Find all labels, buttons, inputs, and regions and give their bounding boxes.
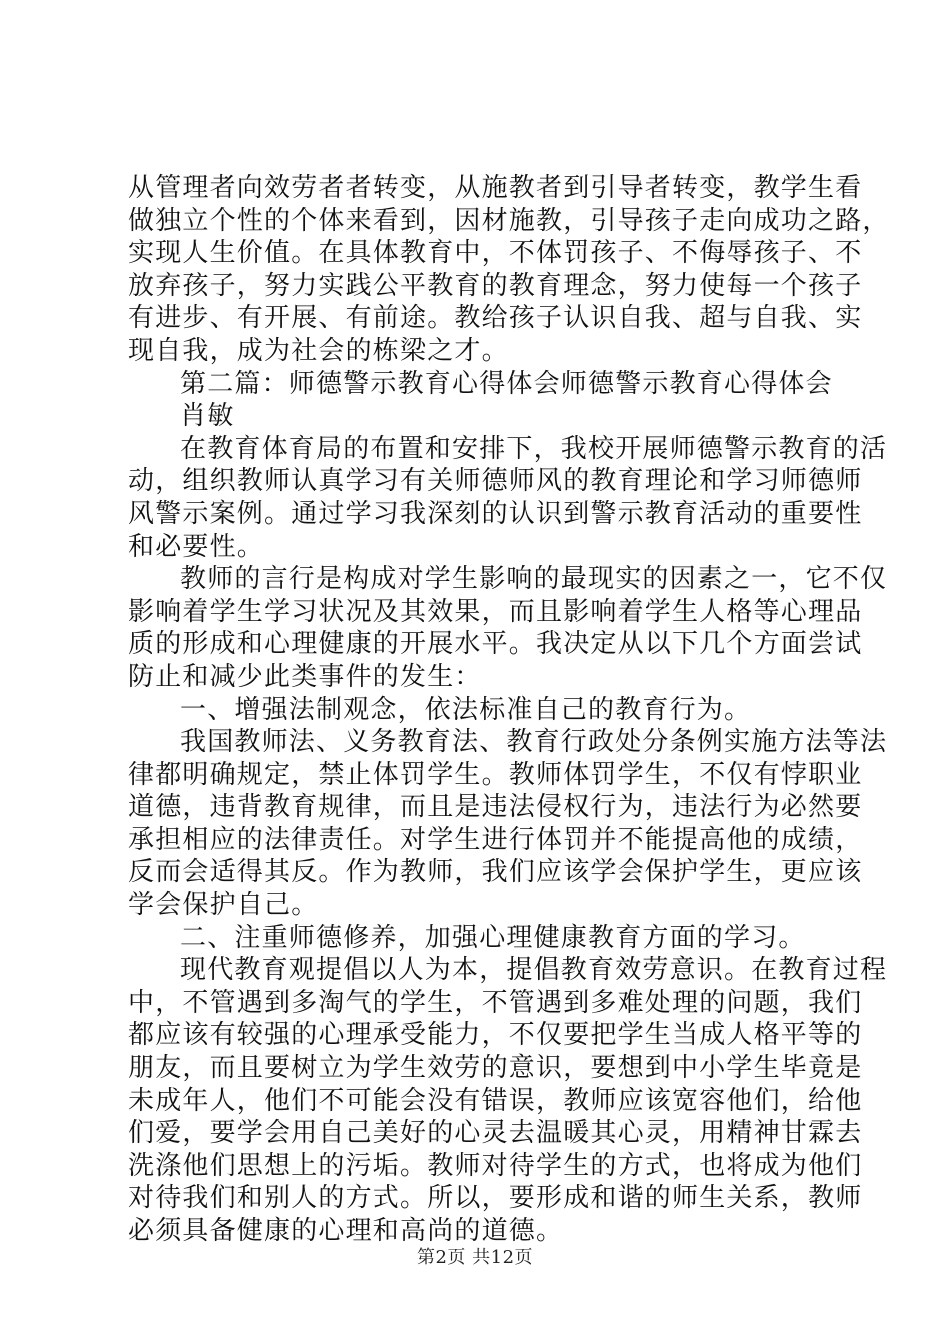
text-line: 律都明确规定，禁止体罚学生。教师体罚学生，不仅有悖职业 — [128, 759, 863, 790]
text-line: 第二篇：师德警示教育心得体会师德警示教育心得体会 — [180, 368, 833, 399]
text-line: 我国教师法、义务教育法、教育行政处分条例实施方法等法 — [180, 727, 888, 758]
text-line: 们爱，要学会用自己美好的心灵去温暖其心灵，用精神甘霖去 — [128, 1118, 863, 1149]
text-line: 做独立个性的个体来看到，因材施教，引导孩子走向成功之路， — [128, 205, 890, 236]
document-body — [128, 172, 890, 1248]
text-line: 和必要性。 — [128, 531, 265, 562]
text-line: 承担相应的法律责任。对学生进行体罚并不能提高他的成绩， — [128, 824, 863, 855]
text-line: 从管理者向效劳者者转变，从施教者到引导者转变，教学生看 — [128, 173, 863, 203]
text-line: 现代教育观提倡以人为本，提倡教育效劳意识。在教育过程 — [180, 955, 888, 986]
text-line: 朋友，而且要树立为学生效劳的意识，要想到中小学生毕竟是 — [128, 1053, 863, 1084]
text-line: 教师的言行是构成对学生影响的最现实的因素之一，它不仅 — [180, 564, 888, 595]
text-line: 风警示案例。通过学习我深刻的认识到警示教育活动的重要性 — [128, 498, 863, 529]
text-line: 二、注重师德修养，加强心理健康教育方面的学习。 — [180, 922, 806, 953]
text-line: 道德，违背教育规律，而且是违法侵权行为，违法行为必然要 — [128, 792, 863, 823]
text-line: 都应该有较强的心理承受能力，不仅要把学生当成人格平等的 — [128, 1020, 863, 1051]
text-line: 洗涤他们思想上的污垢。教师对待学生的方式，也将成为他们 — [128, 1150, 863, 1181]
text-line: 中，不管遇到多淘气的学生，不管遇到多难处理的问题，我们 — [128, 987, 863, 1018]
text-line: 反而会适得其反。作为教师，我们应该学会保护学生，更应该 — [128, 857, 863, 888]
text-line: 放弃孩子，努力实践公平教育的教育理念，努力使每一个孩子 — [128, 270, 863, 301]
text-line: 影响着学生学习状况及其效果，而且影响着学生人格等心理品 — [128, 596, 863, 627]
text-line: 在教育体育局的布置和安排下，我校开展师德警示教育的活 — [180, 433, 888, 464]
text-line: 动，组织教师认真学习有关师德师风的教育理论和学习师德师 — [128, 466, 863, 497]
text-line: 未成年人，他们不可能会没有错误，教师应该宽容他们，给他 — [128, 1085, 863, 1116]
text-line: 有进步、有开展、有前途。教给孩子认识自我、超与自我、实 — [128, 303, 863, 334]
text-line: 肖敏 — [180, 401, 235, 432]
text-line: 必须具备健康的心理和高尚的道德。 — [128, 1216, 564, 1246]
text-line: 学会保护自己。 — [128, 890, 319, 921]
text-line: 实现人生价值。在具体教育中，不体罚孩子、不侮辱孩子、不 — [128, 238, 863, 269]
page-footer: 第2页 共12页 — [416, 1247, 534, 1268]
text-line: 质的形成和心理健康的开展水平。我决定从以下几个方面尝试 — [128, 629, 863, 660]
text-line: 一、增强法制观念，依法标准自己的教育行为。 — [180, 694, 752, 725]
text-line: 现自我，成为社会的栋梁之才。 — [128, 335, 509, 366]
text-line: 防止和减少此类事件的发生： — [128, 661, 482, 692]
text-line: 对待我们和别人的方式。所以，要形成和谐的师生关系，教师 — [128, 1183, 863, 1214]
